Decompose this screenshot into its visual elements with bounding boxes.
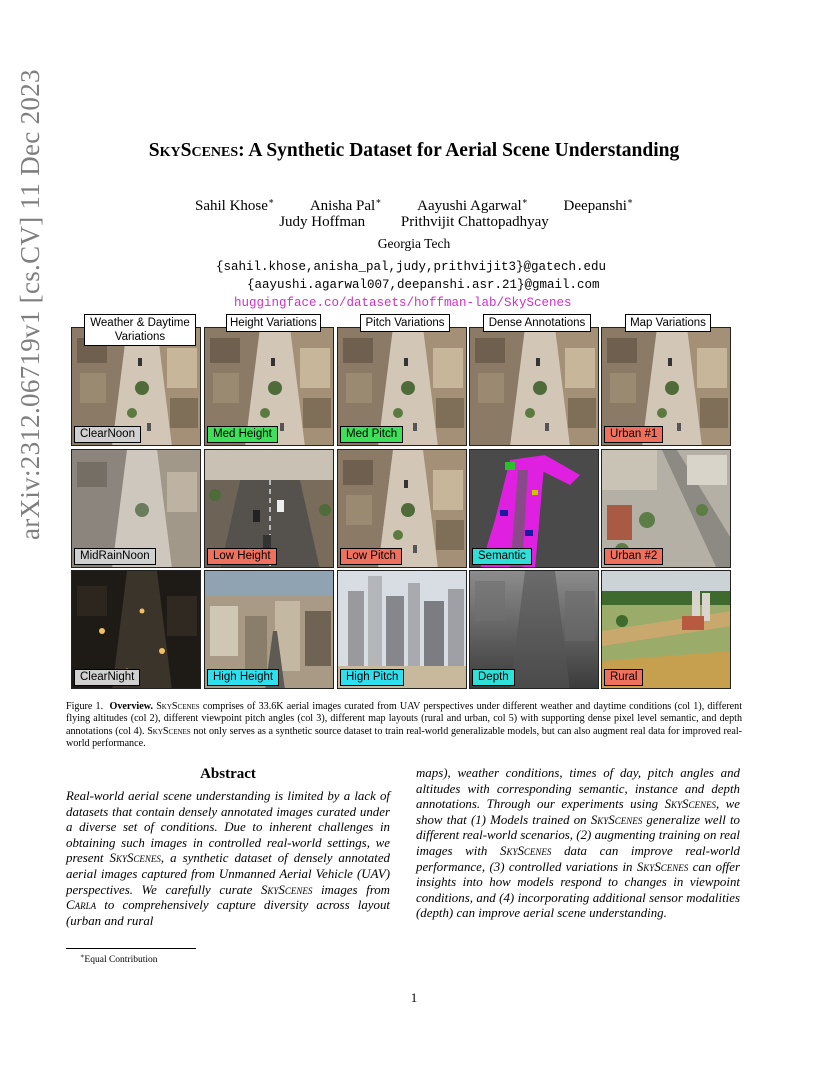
- tile-label: Urban #2: [604, 548, 663, 565]
- email-line-1: {sahil.khose,anisha_pal,judy,prithvijit3}@gatech.edu: [216, 260, 607, 274]
- paper-title: [0, 140, 828, 162]
- author-row-1: [0, 196, 828, 215]
- figure-tile: [71, 570, 201, 689]
- abstract-right-column: maps), weather conditions, times of day, pitch angles and altitudes with corresponding semantic, instance and depth annotations. Through our experiments using SkyScenes, we show that (1) Models trained on SkyScenes generalize well to different real-world scenarios, (2) augmenting training on real images with SkyScenes data can improve real-world performance, (3) controlled variations in SkyScenes can offer insights into how models respond to changes in viewpoint conditions, and (4) incorporating additional sensor modalities (depth) can improve aerial scene understanding.: [416, 766, 740, 921]
- tile-label: MidRainNoon: [74, 548, 156, 565]
- tile-label: Semantic: [472, 548, 532, 565]
- figure-tile: [71, 449, 201, 568]
- figure-tile: [337, 449, 467, 568]
- title-name-b: Scenes: [180, 140, 239, 161]
- figure-tile: [469, 570, 599, 689]
- page-number: 1: [410, 990, 418, 1005]
- title-name-a: Sky: [148, 140, 181, 161]
- tile-label: Urban #1: [604, 426, 663, 443]
- column-header: Map Variations: [625, 314, 711, 332]
- tile-label: Med Height: [207, 426, 278, 443]
- figure-tile: [337, 327, 467, 446]
- author: Aayushi Agarwal∗: [417, 196, 528, 214]
- aerial-image: [470, 328, 599, 446]
- figure-tile: [601, 570, 731, 689]
- author: Prithvijit Chattopadhyay: [400, 214, 549, 230]
- author: Anisha Pal∗: [309, 196, 382, 214]
- footnote: ∗Equal Contribution: [80, 953, 158, 966]
- tile-label: Rural: [604, 669, 643, 686]
- tile-label: Low Height: [207, 548, 277, 565]
- dataset-link[interactable]: huggingface.co/datasets/hoffman-lab/SkyScenes: [234, 296, 572, 310]
- figure-tile: [337, 570, 467, 689]
- affiliation: Georgia Tech: [377, 236, 451, 251]
- author: Judy Hoffman: [279, 214, 366, 230]
- abstract-left-column: Real-world aerial scene understanding is limited by a lack of datasets that contain densely annotated images curated under a diverse set of conditions. Due to inherent challenges in obtaining such images in controlled real-world settings, we present SkyScenes, a synthetic dataset of densely annotated aerial images captured from Unmanned Aerial Vehicle (UAV) perspectives. We carefully curate SkyScenes images from Carla to comprehensively capture diversity across layout (urban and rural: [66, 789, 390, 928]
- title-rest: : A Synthetic Dataset for Aerial Scene Understanding: [238, 140, 680, 161]
- figure-tile: [469, 327, 599, 446]
- tile-label: Low Pitch: [340, 548, 402, 565]
- column-header: Height Variations: [226, 314, 321, 332]
- column-header: Pitch Variations: [360, 314, 450, 332]
- column-header: Dense Annotations: [483, 314, 591, 332]
- figure-tile: [601, 327, 731, 446]
- tile-label: ClearNoon: [74, 426, 141, 443]
- tile-label: Med Pitch: [340, 426, 403, 443]
- author: Deepanshi∗: [563, 196, 633, 214]
- figure-tile: [469, 449, 599, 568]
- author: Sahil Khose∗: [195, 196, 275, 214]
- tile-label: High Height: [207, 669, 279, 686]
- arxiv-stamp: arXiv:2312.06719v1 [cs.CV] 11 Dec 2023: [15, 69, 45, 540]
- footnote-rule: [66, 948, 196, 949]
- tile-label: ClearNight: [74, 669, 140, 686]
- abstract-heading: Abstract: [200, 766, 256, 782]
- figure-tile: [204, 449, 334, 568]
- email-line-2: {aayushi.agarwal007,deepanshi.asr.21}@gmail.com: [247, 278, 600, 292]
- figure-tile: [204, 327, 334, 446]
- author-row-2: [0, 214, 828, 231]
- figure-tile: [204, 570, 334, 689]
- tile-label: High Pitch: [340, 669, 404, 686]
- tile-label: Depth: [472, 669, 515, 686]
- figure-tile: [601, 449, 731, 568]
- column-header: Weather & Daytime Variations: [84, 314, 196, 346]
- figure-caption: Figure 1. Overview. SkyScenes comprises of 33.6K aerial images curated from UAV perspectives under different weather and daytime conditions (col 1), different flying altitudes (col 2), different viewpoint pitch angles (col 3), different map layouts (rural and urban, col 5) with supporting dense pixel level semantic, and depth annotations (col 4). SkyScenes not only serves as a synthetic source dataset to train real-world generalizable models, but can also augment real data for improved real-world performance.: [66, 701, 742, 750]
